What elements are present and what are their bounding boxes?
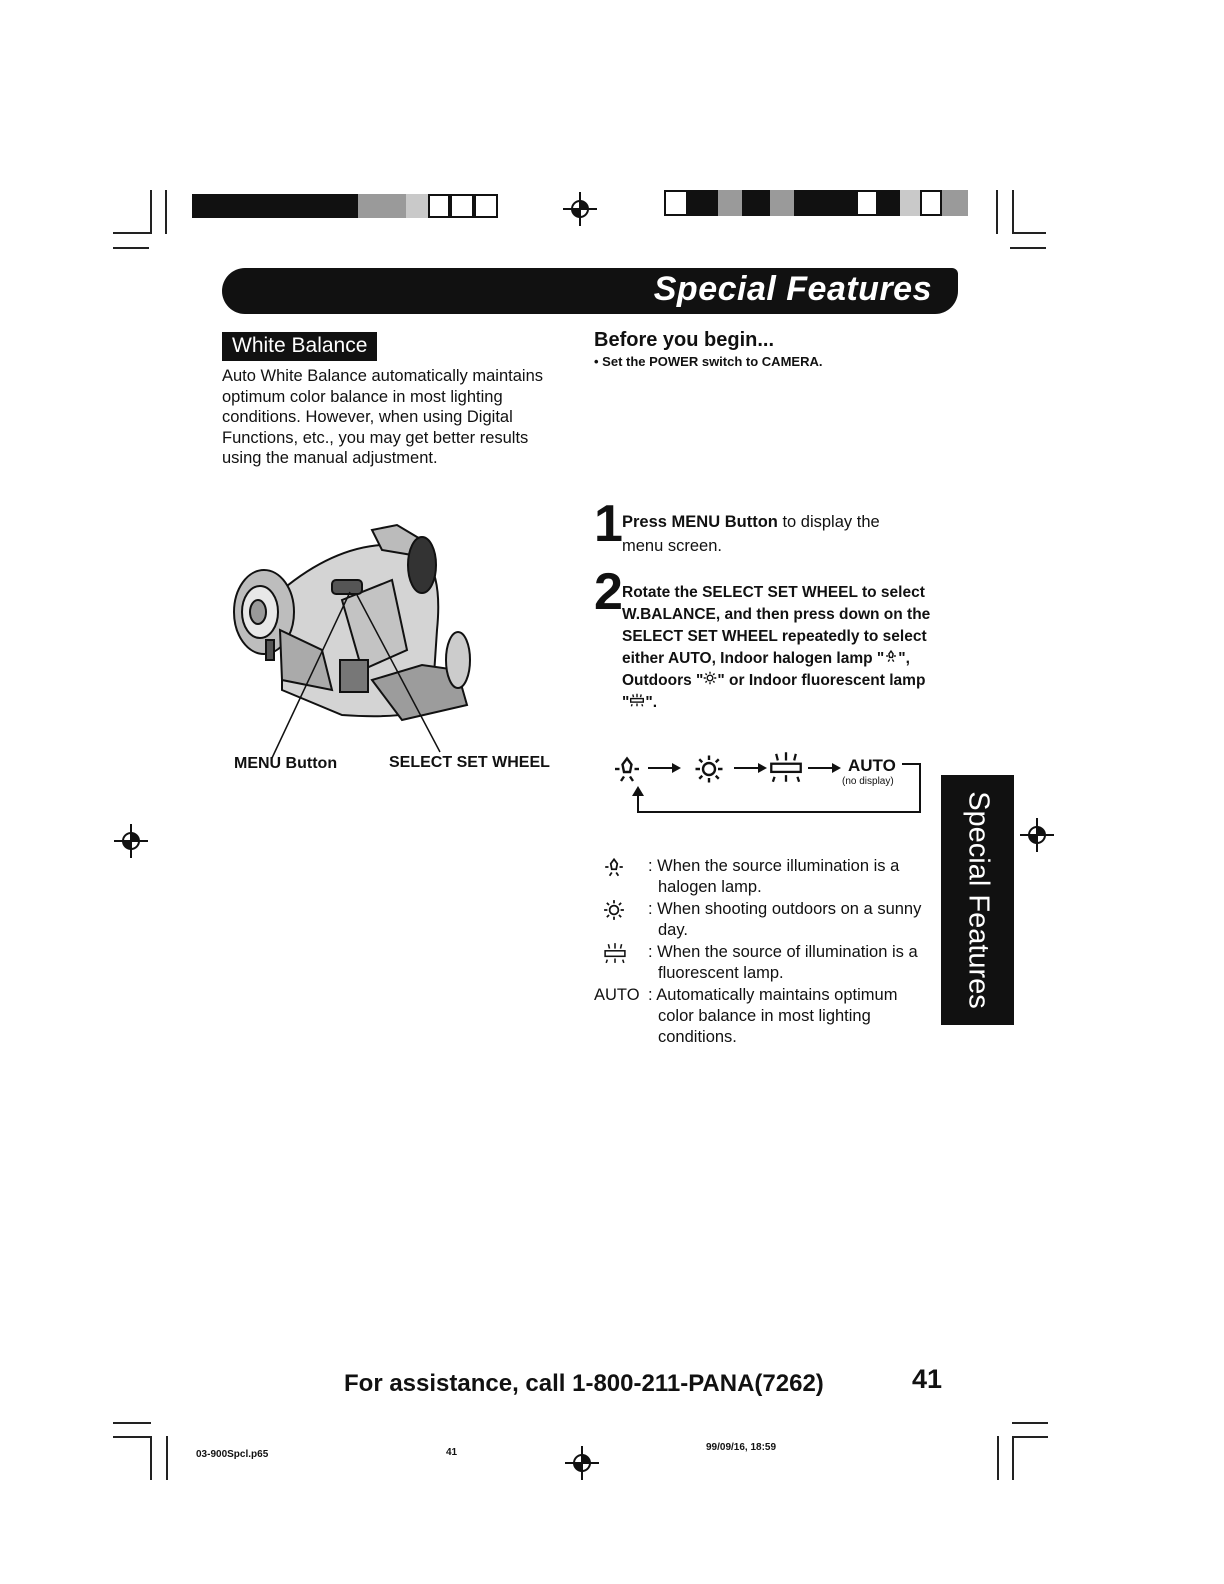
legend-item [594,899,934,941]
crop-mark [150,1436,152,1480]
white-balance-sequence [612,748,932,818]
crop-mark [150,190,152,234]
white-balance-heading: White Balance [222,332,377,361]
side-tab [941,775,1014,1025]
crop-mark [166,1436,168,1480]
legend-text: : When the source illumination is a halogen lamp. [648,857,900,896]
step-number: 2 [594,563,623,621]
step-1-rest: to display the menu screen. [622,513,880,555]
crop-mark [1012,232,1046,234]
legend-item [594,942,934,984]
legend-key-auto: AUTO [594,986,640,1004]
legend-text: : When shooting outdoors on a sunny day. [648,900,922,939]
crop-mark [113,247,149,249]
footer-file-name: 03-900Spcl.p65 [196,1449,269,1460]
color-bar-right [664,190,968,216]
white-balance-intro: Auto White Balance automatically maintains optimum color balance in most lighting conditions. However, when using Digital Functions, etc., you may get better results using the manual adjustment. [222,367,543,467]
before-you-begin-bullet: • Set the POWER switch to CAMERA. [594,354,823,369]
section-banner [222,268,958,314]
halogen-icon [602,856,626,878]
crop-mark [996,190,998,234]
step-number: 1 [594,495,623,553]
footer-timestamp: 99/09/16, 18:59 [706,1442,777,1453]
fluorescent-icon [629,693,645,707]
legend [594,856,934,1049]
step-2-part: ", Outdoors " [622,650,910,689]
no-display-note: (no display) [842,776,894,787]
crop-mark [1012,1436,1014,1480]
sun-icon [602,899,626,921]
registration-mark-icon [563,192,597,226]
step-2-part: " or Indoor fluorescent lamp " [622,672,926,711]
crop-mark [1012,1436,1048,1438]
halogen-icon [884,649,898,663]
legend-item [594,985,934,1048]
loop-arrow [612,748,932,818]
banner-title: Special Features [653,270,932,308]
before-you-begin-heading: Before you begin... [594,329,775,351]
step-1-text [622,510,922,558]
legend-text: : When the source of illumination is a fluorescent lamp. [648,943,918,982]
step-2-part: Rotate the SELECT SET WHEEL to select W.BALANCE, and then press down on the SELECT SET WHEEL repeatedly to select either AUTO, Indoor halogen lamp " [622,584,931,667]
crop-mark [1010,247,1046,249]
sun-icon [703,671,717,685]
crop-mark [113,232,151,234]
footer-small-page: 41 [446,1447,458,1458]
registration-mark-icon [1020,818,1054,852]
crop-mark [997,1436,999,1480]
side-tab-label: Special Features [962,791,994,1009]
legend-item [594,856,934,898]
auto-label: AUTO [848,756,896,775]
crop-mark [1012,1422,1048,1424]
fluorescent-icon [602,942,628,964]
step-1-bold: Press MENU Button [622,513,778,531]
menu-button-caption: MENU Button [234,755,338,772]
page-number: 41 [912,1364,943,1394]
legend-text: : Automatically maintains optimum color balance in most lighting conditions. [648,986,898,1046]
color-bar-left [192,194,498,218]
crop-mark [165,190,167,234]
crop-mark [113,1422,151,1424]
camcorder-illustration [222,520,482,760]
registration-mark-icon [565,1446,599,1480]
crop-mark [113,1436,151,1438]
step-2-text [622,582,932,714]
registration-mark-icon [114,824,148,858]
assistance-line: For assistance, call 1-800-211-PANA(7262) [344,1370,824,1397]
select-set-wheel-caption: SELECT SET WHEEL [389,754,550,771]
crop-mark [1012,190,1014,234]
step-2-part: ". [645,694,658,711]
